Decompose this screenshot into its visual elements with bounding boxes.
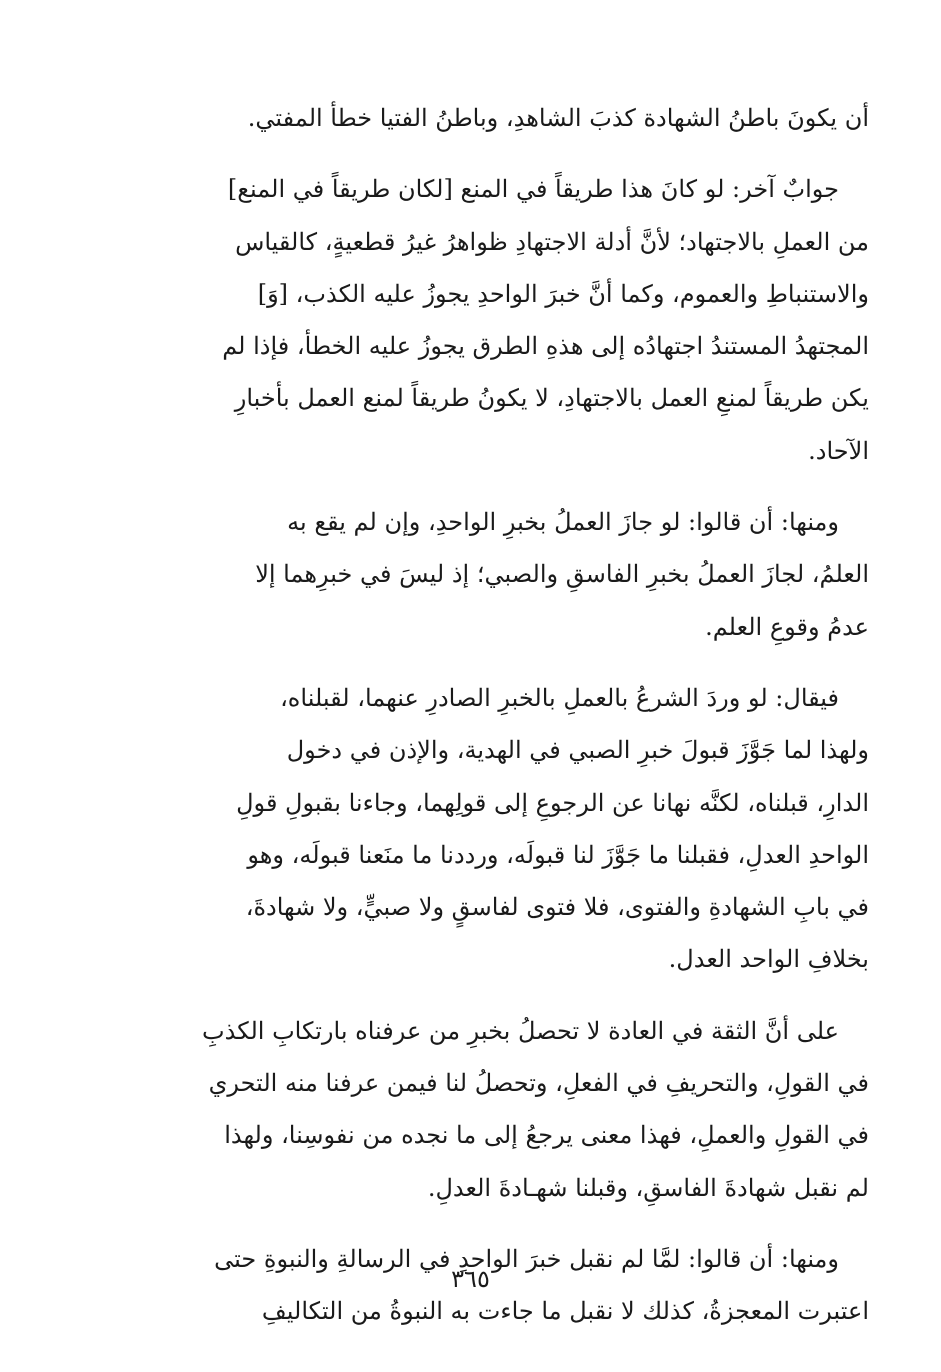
paragraph-objection-fasiq bbox=[158, 496, 869, 653]
page-number: ٣٦٥ bbox=[451, 1265, 490, 1293]
text-line: اعتبرت المعجزةُ، كذلك لا نقبل ما جاءت به النبوةُ من التكاليفِ bbox=[261, 1297, 869, 1326]
text-line: جوابٌ آخر: لو كانَ هذا طريقاً في المنع [لكان طريقاً في المنع] bbox=[227, 175, 839, 204]
text-line: في القولِ، والتحريفِ في الفعلِ، وتحصلُ لنا فيمن عرفنا منه التحري bbox=[208, 1069, 869, 1098]
text-line: فيقال: لو وردَ الشرعُ بالعملِ بالخبرِ الصادرِ عنهما، لقبلناه، bbox=[280, 683, 839, 712]
text-line: لم نقبل شهادةَ الفاسقِ، وقبلنا شهـادةَ العدلِ. bbox=[427, 1173, 869, 1202]
paragraph-trust bbox=[158, 1005, 869, 1214]
body-text bbox=[158, 92, 869, 1357]
text-line: عدمُ وقوعِ العلم. bbox=[705, 612, 869, 641]
text-line: أن يكونَ باطنُ الشهادة كذبَ الشاهدِ، وباطنُ الفتيا خطأ المفتي. bbox=[247, 104, 869, 132]
paragraph-continuation bbox=[158, 92, 869, 144]
text-line: الآحاد. bbox=[808, 436, 869, 465]
text-line: ومنها: أن قالوا: لو جازَ العملُ بخبرِ الواحدِ، وإن لم يقع به bbox=[287, 508, 839, 537]
text-line: ومنها: أن قالوا: لمَّا لم نقبل خبرَ الواحدِ في الرسالةِ والنبوةِ حتى bbox=[214, 1244, 839, 1273]
text-line: من العملِ بالاجتهاد؛ لأنَّ أدلة الاجتهادِ ظواهرُ غيرُ قطعيةٍ، كالقياس bbox=[235, 227, 869, 256]
text-line: الواحدِ العدلِ، فقبلنا ما جَوَّزَ لنا قبولَه، ورددنا ما منَعنا قبولَه، وهو bbox=[247, 840, 869, 869]
text-line: على أنَّ الثقة في العادة لا تحصلُ بخبرِ من عرفناه بارتكابِ الكذبِ bbox=[202, 1016, 839, 1045]
text-line: المجتهدُ المستندُ اجتهادُه إلى هذهِ الطرق يجوزُ عليه الخطأ، فإذا لم bbox=[222, 332, 869, 361]
text-line: الدارِ، قبلناه، لكنَّه نهانا عن الرجوعِ إلى قولِهما، وجاءنا بقبولِ قولِ bbox=[236, 788, 869, 817]
text-line: بخلافِ الواحد العدل. bbox=[668, 945, 869, 974]
text-line: في بابِ الشهادةِ والفتوى، فلا فتوى لفاسقٍ ولا صبيٍّ، ولا شهادةَ، bbox=[245, 893, 869, 922]
text-line: ولهذا لما جَوَّزَ قبولَ خبرِ الصبي في الهدية، والإذن في دخول bbox=[286, 736, 869, 765]
text-line: العلمُ، لجازَ العملُ بخبرِ الفاسقِ والصبي؛ إذ ليسَ في خبرِهما إلا bbox=[255, 560, 869, 589]
paragraph-another-answer bbox=[158, 163, 869, 477]
text-line: يكن طريقاً لمنعِ العمل بالاجتهادِ، لا يكونُ طريقاً لمنع العمل بأخبارِ bbox=[234, 384, 869, 413]
text-line: في القولِ والعملِ، فهذا معنى يرجعُ إلى ما نجده من نفوسِنا، ولهذا bbox=[224, 1121, 869, 1150]
paragraph-reply bbox=[158, 672, 869, 986]
text-line: والاستنباطِ والعموم، وكما أنَّ خبرَ الواحدِ يجوزُ عليه الكذب، [وَ] bbox=[257, 279, 869, 308]
